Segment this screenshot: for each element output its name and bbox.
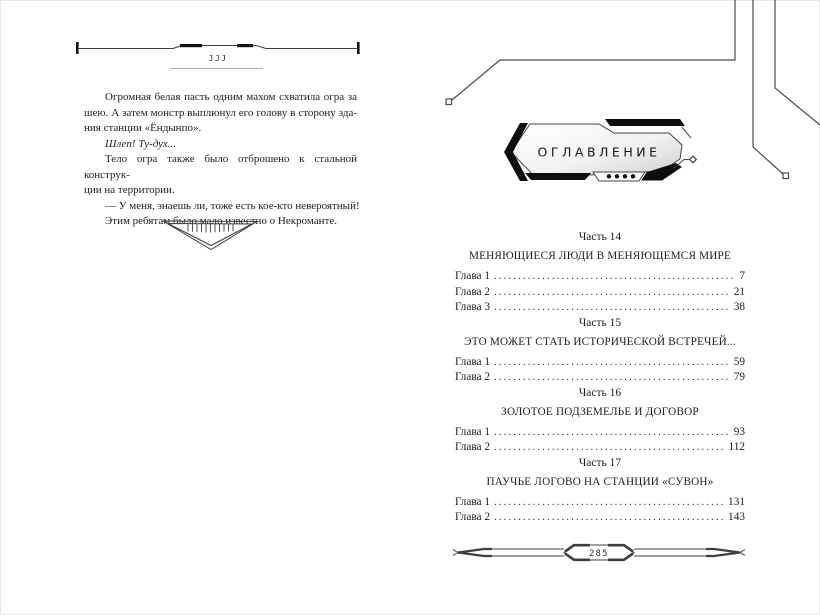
toc-section	[455, 386, 745, 456]
toc-page-number: 131	[728, 495, 745, 508]
toc-section	[455, 316, 745, 386]
toc-chapter-row	[455, 425, 745, 441]
paragraph-line: Шлеп! Ту-дух...	[105, 137, 177, 150]
toc-part-label: Часть 17	[578, 456, 622, 469]
toc-page-number: 38	[733, 301, 745, 313]
toc-dot-leader	[494, 510, 724, 526]
toc-chapter-row	[455, 370, 745, 386]
toc-chapter-label: Глава 1	[455, 495, 491, 508]
toc-page-number: 59	[733, 355, 745, 368]
toc-part-title: ЗОЛОТОЕ ПОДЗЕМЕЛЬЕ И ДОГОВОР	[501, 405, 699, 418]
diamond-terminal-icon	[690, 156, 697, 163]
toc-part-title: ЭТО МОЖЕТ СТАТЬ ИСТОРИЧЕСКОЙ ВСТРЕЧЕЙ...	[464, 335, 736, 348]
paragraph	[84, 152, 357, 199]
paragraph-line: Этим ребятам было мало известно о Некроманте.	[105, 215, 337, 227]
toc-section	[455, 230, 745, 316]
toc-chapter-label: Глава 2	[455, 285, 491, 298]
toc-chapter-row	[455, 269, 745, 285]
paragraph-line: Тело огра также было отброшено к стальной конструк-	[84, 153, 357, 181]
toc-chapter-row	[455, 495, 745, 511]
paragraph-line: Огромная белая пасть одним махом схватила огра за	[105, 91, 357, 103]
body-text	[84, 90, 360, 230]
paragraph-line: — У меня, знаешь ли, тоже есть кое-кто невероятный!	[105, 199, 360, 212]
page-number: 285	[589, 548, 609, 559]
paragraph	[84, 137, 357, 153]
toc-dot-leader	[494, 269, 735, 285]
toc-page-number: 79	[733, 371, 745, 383]
running-head-glyphs: ЈЈЈ	[208, 54, 228, 63]
toc-dot-leader	[494, 285, 730, 301]
toc-chapter-label: Глава 1	[455, 270, 491, 282]
toc-part-title: ПАУЧЬЕ ЛОГОВО НА СТАНЦИИ «СУВОН»	[486, 475, 714, 488]
toc-part-title: МЕНЯЮЩИЕСЯ ЛЮДИ В МЕНЯЮЩЕМСЯ МИРЕ	[468, 250, 732, 262]
toc-page-number: 112	[728, 441, 745, 453]
toc-page-number: 143	[728, 511, 745, 523]
toc-chapter-label: Глава 2	[455, 371, 491, 383]
section-end-ornament	[162, 219, 258, 252]
table-of-contents	[455, 230, 745, 526]
toc-section	[455, 456, 745, 526]
page-footer-ornament	[452, 541, 746, 565]
toc-part-label: Часть 16	[578, 386, 622, 399]
toc-chapter-label: Глава 1	[455, 425, 491, 438]
toc-dot-leader	[494, 425, 730, 441]
toc-chapter-row	[455, 510, 745, 526]
toc-badge-label: ОГЛАВЛЕНИЕ	[537, 144, 661, 160]
paragraph-line: шею. А затем монстр выплюнул его голову в сторону зда-	[84, 106, 357, 119]
toc-chapter-row	[455, 285, 745, 301]
paragraph	[84, 90, 357, 137]
toc-chapter-row	[455, 440, 745, 456]
toc-page-number: 21	[733, 285, 745, 298]
toc-chapter-label: Глава 2	[455, 511, 491, 523]
toc-dot-leader	[494, 355, 730, 371]
toc-page-number: 7	[739, 270, 745, 282]
toc-part-label: Часть 15	[578, 316, 622, 329]
paragraph-line: ции на территории.	[84, 184, 175, 196]
toc-chapter-label: Глава 2	[455, 441, 491, 453]
toc-part-label: Часть 14	[578, 231, 622, 243]
toc-dot-leader	[494, 495, 724, 511]
paragraph-line: ния станции «Ёндынпо».	[84, 122, 202, 134]
toc-chapter-row	[455, 355, 745, 371]
toc-chapter-label: Глава 3	[455, 301, 491, 313]
toc-badge	[495, 115, 705, 195]
toc-dot-leader	[494, 440, 724, 456]
toc-page-number: 93	[733, 425, 745, 438]
paragraph	[84, 199, 360, 215]
toc-dot-leader	[494, 370, 730, 386]
chapter-header-ornament	[70, 39, 366, 73]
toc-chapter-label: Глава 1	[455, 355, 491, 368]
toc-chapter-row	[455, 300, 745, 316]
toc-dot-leader	[494, 300, 730, 316]
